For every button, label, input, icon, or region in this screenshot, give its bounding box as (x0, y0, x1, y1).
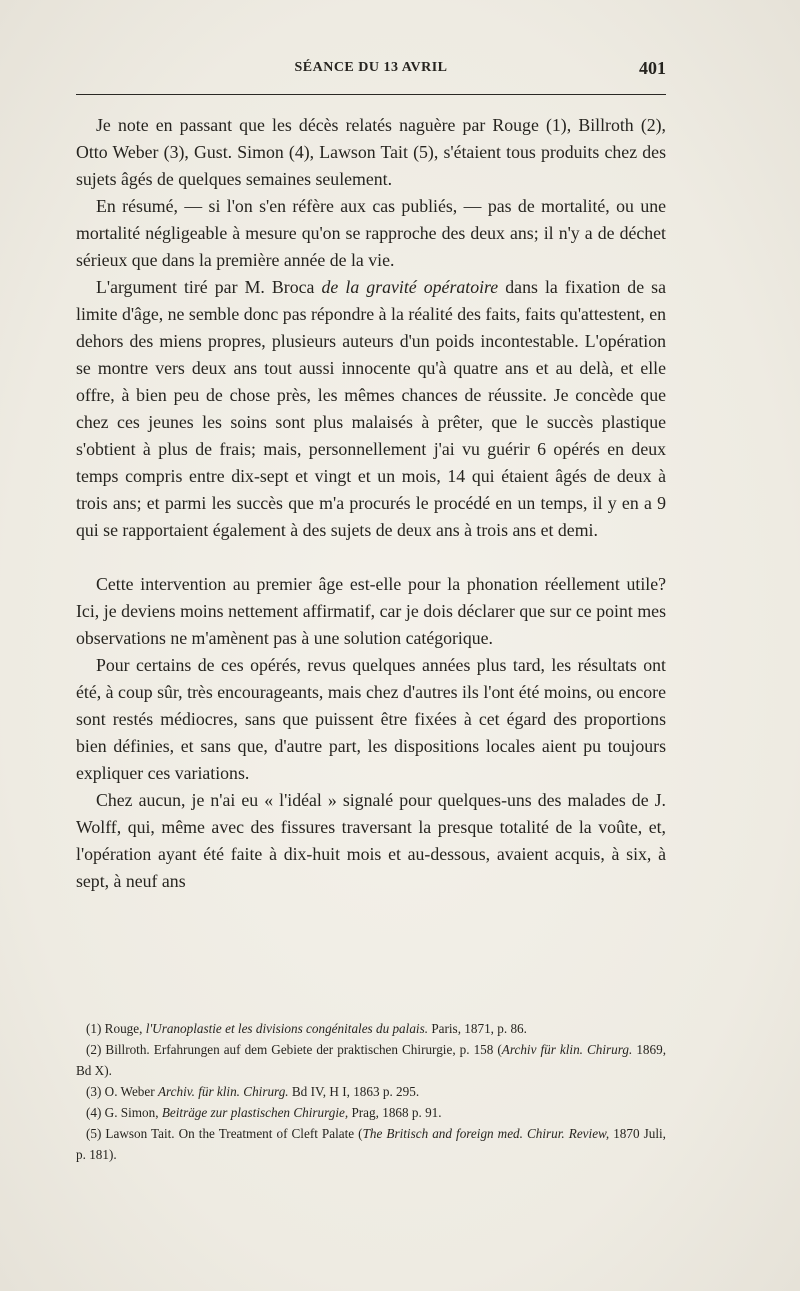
page-number: 401 (639, 58, 666, 78)
footnotes (76, 1018, 666, 1165)
footnote-5-text: (5) Lawson Tait. On the Treatment of Cleft Palate ( (86, 1126, 363, 1141)
body-text (76, 112, 666, 895)
footnote-4-details: Prag, 1868 p. 91. (348, 1105, 442, 1120)
footnote-5-title: The Britisch and foreign med. Chirur. Review, (362, 1126, 610, 1141)
footnote-4-text: (4) G. Simon, (86, 1105, 162, 1120)
footnote-2 (76, 1039, 666, 1081)
paragraph-4: Cette intervention au premier âge est-elle pour la phonation réellement utile? Ici, je deviens moins nettement affirmatif, car je dois déclarer que sur ce point mes observations ne m'amènent pas à une solution catégorique. (76, 574, 666, 648)
paragraph-3 (76, 274, 666, 544)
running-title: SÉANCE DU 13 AVRIL (294, 60, 448, 75)
page-header (76, 58, 666, 88)
footnote-2-details: 1869, Bd X). (76, 1042, 667, 1078)
paragraph-5: Pour certains de ces opérés, revus quelques années plus tard, les résultats ont été, à coup sûr, très encourageants, mais chez d'autres ils l'ont été moins, ou encore sont restés médiocres, sans que puissent être fixées à cet égard des proportions bien définies, et sans que, d'autre part, les dispositions locales aient pu toujours expliquer ces variations. (76, 655, 666, 783)
footnote-1 (76, 1018, 666, 1039)
footnote-3-text: (3) O. Weber (86, 1084, 158, 1099)
paragraph-3-start: L'argument tiré par M. Broca (96, 277, 322, 297)
footnote-3-details: Bd IV, H I, 1863 p. 295. (288, 1084, 420, 1099)
paragraph-3-rest: dans la fixation de sa limite d'âge, ne semble donc pas répondre à la réalité des faits, faits qu'attestent, en dehors des miens propres, plusieurs auteurs d'un poids incontestable. L'opération se montre vers deux ans tout aussi innocente qu'à quatre ans et au delà, et elle offre, à bien peu de chose près, les mêmes chances de réussite. Je concède que chez ces jeunes les soins sont plus malaisés à prêter, que le succès plastique s'obtient à plus de frais; mais, personnellement j'ai vu guérir 6 opérés en deux temps compris entre dix-sept et vingt et un mois, 14 qui étaient âgés de deux à trois ans; et parmi les succès que m'a procurés le procédé en un temps, il y en a 9 qui se rapportaient également à des sujets de deux ans à trois ans et demi. (76, 277, 666, 540)
footnote-1-details: Paris, 1871, p. 86. (428, 1021, 527, 1036)
header-rule (76, 94, 666, 95)
footnote-5-details: 1870 Juli, p. 181). (76, 1126, 666, 1162)
footnote-3 (76, 1081, 666, 1102)
paragraph-6: Chez aucun, je n'ai eu « l'idéal » signalé pour quelques-uns des malades de J. Wolff, qui, même avec des fissures traversant la presque totalité de la voûte, et, l'opération ayant été faite à dix-huit mois et au-dessous, avaient acquis, à six, à sept, à neuf ans (76, 790, 666, 891)
paragraph-3-emphasis: de la gravité opératoire (321, 277, 499, 297)
footnote-4 (76, 1102, 666, 1123)
footnote-4-title: Beiträge zur plastischen Chirurgie, (161, 1105, 349, 1120)
footnote-1-title: l'Uranoplastie et les divisions congénitales du palais. (145, 1021, 429, 1036)
paragraph-1: Je note en passant que les décès relatés naguère par Rouge (1), Billroth (2), Otto Weber (3), Gust. Simon (4), Lawson Tait (5), s'étaient tous produits chez des sujets âgés de quelques semaines seulement. (76, 115, 666, 189)
paragraph-2: En résumé, — si l'on s'en réfère aux cas publiés, — pas de mortalité, ou une mortalité négligeable à mesure qu'on se rapproche des deux ans; il n'y a de déchet sérieux que dans la première année de la vie. (76, 196, 666, 270)
footnote-2-text: (2) Billroth. Erfahrungen auf dem Gebiete der praktischen Chirurgie, p. 158 ( (86, 1042, 502, 1057)
footnote-3-title: Archiv. für klin. Chirurg. (157, 1084, 289, 1099)
footnote-2-title: Archiv für klin. Chirurg. (501, 1042, 633, 1057)
footnote-5 (76, 1123, 666, 1165)
footnote-1-text: (1) Rouge, (86, 1021, 146, 1036)
